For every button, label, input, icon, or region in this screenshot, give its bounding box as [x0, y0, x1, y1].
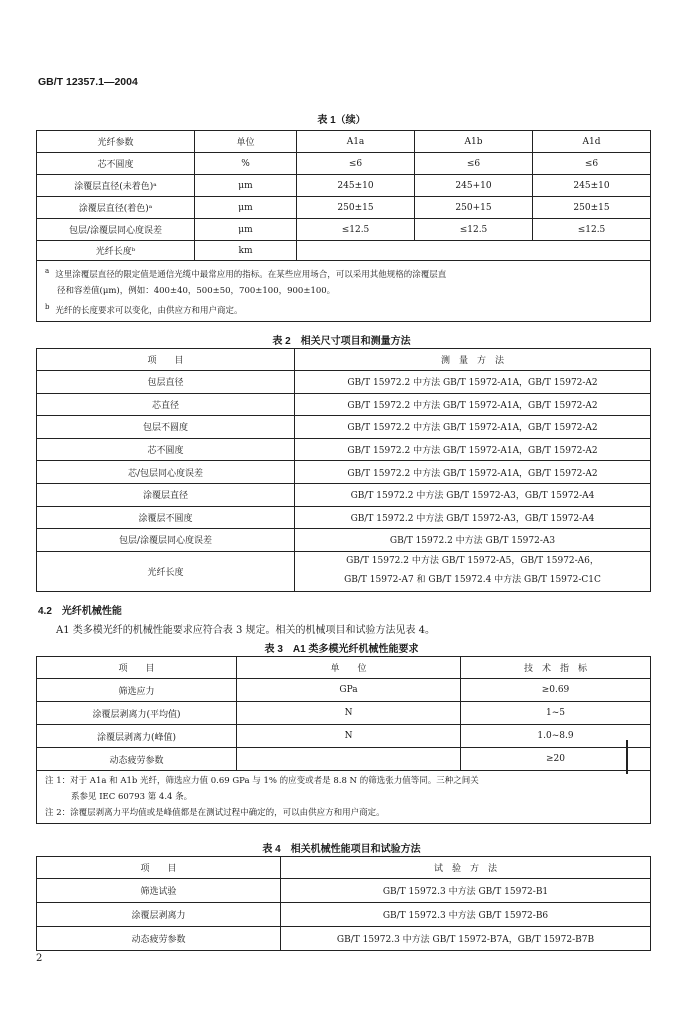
table1-caption: 表 1（续） — [317, 115, 366, 126]
table-cell: 包层不圆度 — [37, 416, 295, 439]
table-row — [37, 483, 651, 506]
table-cell: 筛选应力 — [37, 679, 237, 702]
table1-notes-row — [37, 261, 651, 322]
table1-header-param: 光纤参数 — [37, 131, 195, 153]
table-cell: 1.0~8.9 — [461, 725, 651, 748]
table-cell: GB/T 15972.2 中方法 GB/T 15972-A1A，GB/T 15972-A2 — [295, 461, 651, 484]
table-cell: 包层/涂覆层同心度误差 — [37, 219, 195, 241]
table-cell: ≤12.5 — [415, 219, 533, 241]
table-row — [37, 725, 651, 748]
table-cell: 245±10 — [297, 175, 415, 197]
table3-note-2: 注 2：涂覆层剥离力平均值或是峰值都是在测试过程中确定的，可以由供应方和用户商定。 — [45, 808, 385, 818]
table-row — [37, 241, 651, 261]
table-cell: 光纤长度 — [37, 551, 295, 591]
table-cell: ≤6 — [415, 153, 533, 175]
table-row — [37, 927, 651, 951]
page-number: 2 — [36, 953, 43, 964]
table-cell: N — [237, 702, 461, 725]
table3-header-unit: 单 位 — [237, 657, 461, 679]
table-cell: 涂覆层直径 — [37, 483, 295, 506]
table-cell: 芯/包层同心度误差 — [37, 461, 295, 484]
table-cell: ≤12.5 — [533, 219, 651, 241]
table-cell: 250+15 — [415, 197, 533, 219]
table-cell: km — [195, 241, 297, 261]
table-row — [37, 153, 651, 175]
table3-header-spec: 技 术 指 标 — [461, 657, 651, 679]
table-row — [37, 529, 651, 552]
table-cell: ≥20 — [461, 748, 651, 771]
table1-header-row — [37, 131, 651, 153]
table-cell: 动态疲劳参数 — [37, 927, 281, 951]
table-cell — [295, 551, 651, 591]
table2-caption: 表 2 相关尺寸项目和测量方法 — [272, 336, 411, 347]
table-cell: GB/T 15972.3 中方法 GB/T 15972-B7A，GB/T 15972-B7B — [281, 927, 651, 951]
table-cell: 1~5 — [461, 702, 651, 725]
table-row — [37, 175, 651, 197]
table-cell: GPa — [237, 679, 461, 702]
table4-caption: 表 4 相关机械性能项目和试验方法 — [262, 844, 421, 855]
table2-header-row — [37, 349, 651, 371]
table-cell: 芯不圆度 — [37, 438, 295, 461]
method-line: GB/T 15972.2 中方法 GB/T 15972-A5，GB/T 15972-A6， — [346, 556, 599, 567]
table3-caption: 表 3 A1 类多模光纤机械性能要求 — [264, 644, 419, 655]
table-cell: ≤6 — [533, 153, 651, 175]
table-cell: GB/T 15972.2 中方法 GB/T 15972-A1A，GB/T 15972-A2 — [295, 393, 651, 416]
section-paragraph: A1 类多模光纤的机械性能要求应符合表 3 规定。相关的机械项目和试验方法见表 4。 — [56, 625, 436, 636]
table-cell: % — [195, 153, 297, 175]
table-cell: 芯直径 — [37, 393, 295, 416]
table-cell: ≤6 — [297, 153, 415, 175]
table4-header-item: 项 目 — [37, 857, 281, 879]
table-cell: 包层/涂覆层同心度误差 — [37, 529, 295, 552]
table-row — [37, 197, 651, 219]
table-row — [37, 416, 651, 439]
table1-note-a: $^a$ 这里涂覆层直径的限定值是通信光缆中最常应用的指标。在某些应用场合，可以采用其他规格的涂覆层直 — [45, 267, 447, 280]
table-cell: GB/T 15972.3 中方法 GB/T 15972-B1 — [281, 879, 651, 903]
table-cell: GB/T 15972.2 中方法 GB/T 15972-A1A，GB/T 15972-A2 — [295, 371, 651, 394]
table-cell: μm — [195, 219, 297, 241]
table-cell: 涂覆层剥离力 — [37, 903, 281, 927]
table-row — [37, 219, 651, 241]
table-row — [37, 438, 651, 461]
table3-note-1-cont: 系参见 IEC 60793 第 4.4 条。 — [71, 792, 193, 802]
table1-header-a1b: A1b — [415, 131, 533, 153]
table1-header-a1d: A1d — [533, 131, 651, 153]
table-cell: 芯不圆度 — [37, 153, 195, 175]
table-cell — [297, 241, 651, 261]
table-cell: 筛选试验 — [37, 879, 281, 903]
table-row — [37, 551, 651, 591]
standard-number: GB/T 12357.1—2004 — [38, 76, 138, 88]
table4 — [36, 856, 651, 951]
table-cell: 涂覆层不圆度 — [37, 506, 295, 529]
table1-note-b: $^b$ 光纤的长度要求可以变化，由供应方和用户商定。 — [45, 302, 243, 316]
table-cell: μm — [195, 197, 297, 219]
table-cell: GB/T 15972.2 中方法 GB/T 15972-A3 — [295, 529, 651, 552]
table-cell: ≤12.5 — [297, 219, 415, 241]
table-cell: ≥0.69 — [461, 679, 651, 702]
table-cell: GB/T 15972.3 中方法 GB/T 15972-B6 — [281, 903, 651, 927]
table1-header-unit: 单位 — [195, 131, 297, 153]
table2-header-item: 项 目 — [37, 349, 295, 371]
table-cell: 动态疲劳参数 — [37, 748, 237, 771]
table-cell: GB/T 15972.2 中方法 GB/T 15972-A3，GB/T 15972-A4 — [295, 483, 651, 506]
table-cell: 涂覆层剥离力(平均值) — [37, 702, 237, 725]
table-cell: GB/T 15972.2 中方法 GB/T 15972-A3，GB/T 15972-A4 — [295, 506, 651, 529]
table1-header-a1a: A1a — [297, 131, 415, 153]
table2 — [36, 348, 651, 592]
table3-header-item: 项 目 — [37, 657, 237, 679]
table1-note-a-cont: 径和容差值(μm)，例如：400±40，500±50，700±100，900±100。 — [57, 285, 336, 296]
table3-notes — [37, 771, 651, 824]
method-line: GB/T 15972-A7 和 GB/T 15972.4 中方法 GB/T 15972-C1C — [344, 575, 601, 586]
table-row — [37, 506, 651, 529]
table-cell: 包层直径 — [37, 371, 295, 394]
table-row — [37, 393, 651, 416]
table-row — [37, 748, 651, 771]
table3-notes-row — [37, 771, 651, 824]
table-row — [37, 371, 651, 394]
margin-rule — [626, 740, 628, 774]
table-row — [37, 679, 651, 702]
table-row — [37, 702, 651, 725]
table-cell: 涂覆层直径(未着色)ᵃ — [37, 175, 195, 197]
table1-notes — [37, 261, 651, 322]
table-cell: 245±10 — [533, 175, 651, 197]
table-cell — [237, 748, 461, 771]
table-cell: N — [237, 725, 461, 748]
section-heading: 4.2 光纤机械性能 — [38, 606, 122, 617]
table3-note-1: 注 1：对于 A1a 和 A1b 光纤，筛选应力值 0.69 GPa 与 1% 的应变或者是 8.8 N 的筛选张力值等同。三种之间关 — [45, 776, 479, 786]
table-row — [37, 903, 651, 927]
table-cell: 250±15 — [297, 197, 415, 219]
table-cell: 涂覆层直径(着色)ᵃ — [37, 197, 195, 219]
table-cell: GB/T 15972.2 中方法 GB/T 15972-A1A，GB/T 15972-A2 — [295, 438, 651, 461]
table-cell: 涂覆层剥离力(峰值) — [37, 725, 237, 748]
table-cell: μm — [195, 175, 297, 197]
table4-header-method: 试 验 方 法 — [281, 857, 651, 879]
table2-header-method: 测 量 方 法 — [295, 349, 651, 371]
table-row — [37, 879, 651, 903]
table3 — [36, 656, 651, 824]
table-cell: GB/T 15972.2 中方法 GB/T 15972-A1A，GB/T 15972-A2 — [295, 416, 651, 439]
table1 — [36, 130, 651, 322]
table4-header-row — [37, 857, 651, 879]
table-cell: 250±15 — [533, 197, 651, 219]
table-cell: 光纤长度ᵇ — [37, 241, 195, 261]
table3-header-row — [37, 657, 651, 679]
table-row — [37, 461, 651, 484]
table-cell: 245+10 — [415, 175, 533, 197]
